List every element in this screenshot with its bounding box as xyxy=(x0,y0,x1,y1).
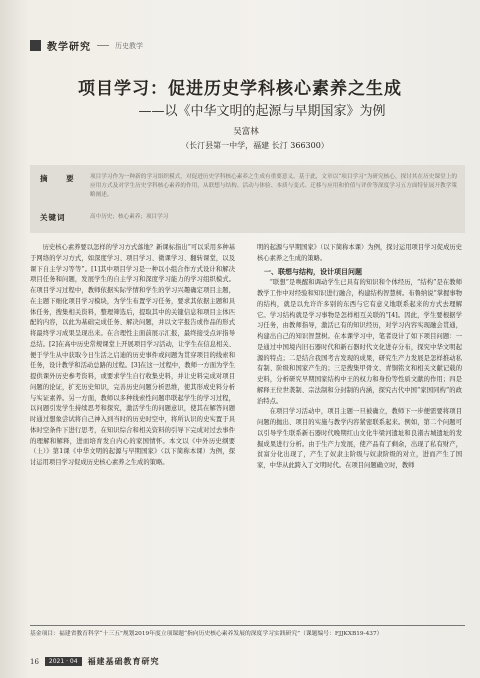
header-rule xyxy=(97,45,109,46)
abstract-text: 项目学习作为一种新的学习组织模式，对促进历史学科核心素养之生成有重要意义。基于此，文章以“项目学习”为研究核心，探讨其在历史课堂上的应用方式及对学生历史学科核心素养的作用，从联想与结构、活动与体验、本质与变式、迁移与应用和价值与评价等深度学习五方面特征展开教学策略阐述。 xyxy=(90,174,457,198)
column-subname: 历史教学 xyxy=(115,41,143,50)
abstract-label: 摘 要 xyxy=(40,174,82,183)
section-heading: 一、联想与结构，设计项目问题 xyxy=(264,267,362,276)
journal-name: 福建基础教育研究 xyxy=(87,656,160,666)
body-paragraph: 在项目学习活动中，项目主题一旦被确立，教师下一步便需要将项目问题的抛出、项目的实施与教学内容紧密联系起来。例如，第二个问题可以引导学生联系新石器时代晚期红山文化牛梁河遗址和良渚古城遗址的发掘成果进行分析。由于生产力发展，使产品有了剩余，出现了私有财产，贫富分化出现了，产生了奴隶主阶级与奴隶阶级的对立，进而产生了国家，中华从此跨入了文明时代。在项目问题确立时，教师 xyxy=(257,408,462,469)
column-name: 教学研究 xyxy=(47,42,91,53)
fund-note: 基金项目：福建省教育科学“十三五”规划2019年度立项课题“指向历史核心素养发展的深度学习实践研究”（课题编号：FJJKXB19-437） xyxy=(30,631,383,637)
article-subtitle: ——以《中华文明的起源与早期国家》为例 xyxy=(138,104,386,119)
keywords-text: 高中历史；核心素养；项目学习 xyxy=(90,214,169,220)
author-affiliation: （长汀县第一中学，福建 长汀 366300） xyxy=(181,141,329,150)
column-header xyxy=(30,38,143,53)
body-paragraph: “联想”是唤醒和调动学生已具有的知识和个体经历，“结构”是在教师教学工作中对经验和知识进行融合，构建结构智慧树。布鲁纳说“掌握事物的结构，就是以允许许多别的东西与它有意义地联系起来的方式去理解它。学习结构就是学习事物是怎样相互关联的”[4]。因此，学生要根据学习任务，由教师指导，激活已有的知识经历，对学习内容实现融会贯通，构建出自己的知识智慧树。在本课学习中，笔者设计了如下项目问题：一是通过中国境内旧石器时代和新石器时代文化进存分布，探究中华文明起源的特点；二是结合我国考古发现的成果，研究生产力发展是怎样推动私有制、阶级和国家产生的；三是搜集甲骨文、青铜铭文和相关文献记载的史料，分析研究早期国家结构中王的权力和身份等性质文献的作用；四是解释王位世袭制、宗法制和分封制的内涵，探究古代中国“家国同构”的政治特点。 xyxy=(257,279,462,405)
author-name: 吴富林 xyxy=(233,127,259,137)
issue-badge: 2021 · 04 xyxy=(45,657,82,666)
body-paragraph: 历史核心素养要以怎样的学习方式落地？新课标指出“可以采用多种基于网络的学习方式，如深度学习、项目学习、微课学习、翻转课堂，以及课下自主学习等等”。[1]其中项目学习是一种以小组合作方式设计和解决项目任务和问题，发展学生的自主学习和深度学习能力的学习组织模式。在项目学习过程中，教师依据实际学情和学生的学习兴趣确定项目主题，在主题下细化项目学习模块，为学生布置学习任务，要求其依据主题和具体任务，搜集相关资料，整理筛选后，提取其中的关键信息和项目主体匹配的内容，以此为基础完成任务、解决问题，并以文字报告或作品的形式将最终学习成果呈现出来。在合理性主面前展示汇报，最终接受点评指导总结。[2]在高中历史常规课堂上开展项目学习活动，让学生在信息相关、便于学生从中获取今日生活之启迪的历史事件或问题为贯穿项目的线索和任务，设计教学和活动总路的过程。[3]在这一过程中，教师一方面为学生提供课外历史参考资料，或要求学生自行收集史料，并让史料完成对项目问题的论证，扩充历史知识，完善历史问题分析思维，使其形成史料分析与实证素养。另一方面，教师以多种线索性问题串联起学生的学习过程，以问题引发学生持续思考和探究，激活学生的问题意识，使其在解答问题时通过想象尝试将自己神入到当时的历史时空中，将所认识的史实置于具体时空条件下进行思考，在知识综合和相关资料的引导下完成对过去事件的理解和解释，进而培育发自内心的家国情怀。本文以《中外历史纲要（上）》第1课《中华文明的起源与早期国家》（以下简称本课）为例，探讨运用项目学习促成历史核心素养之生成的策略。 xyxy=(30,244,235,466)
page-number: 16 xyxy=(30,657,39,666)
abstract-box xyxy=(30,165,465,233)
article-title: 项目学习：促进历史学科核心素养之生成 xyxy=(78,79,402,99)
page-footer xyxy=(30,656,160,667)
body-column-left xyxy=(30,243,235,623)
body-paragraph-continued: 明的起源与早期国家》（以下简称本课）为例，探讨运用项目学习促成历史核心素养之生成的策略。 xyxy=(257,244,462,262)
footnote-rule xyxy=(30,625,465,626)
body-column-right xyxy=(257,243,462,623)
keywords-label: 关键词 xyxy=(40,213,66,222)
square-mark-icon xyxy=(30,40,41,51)
